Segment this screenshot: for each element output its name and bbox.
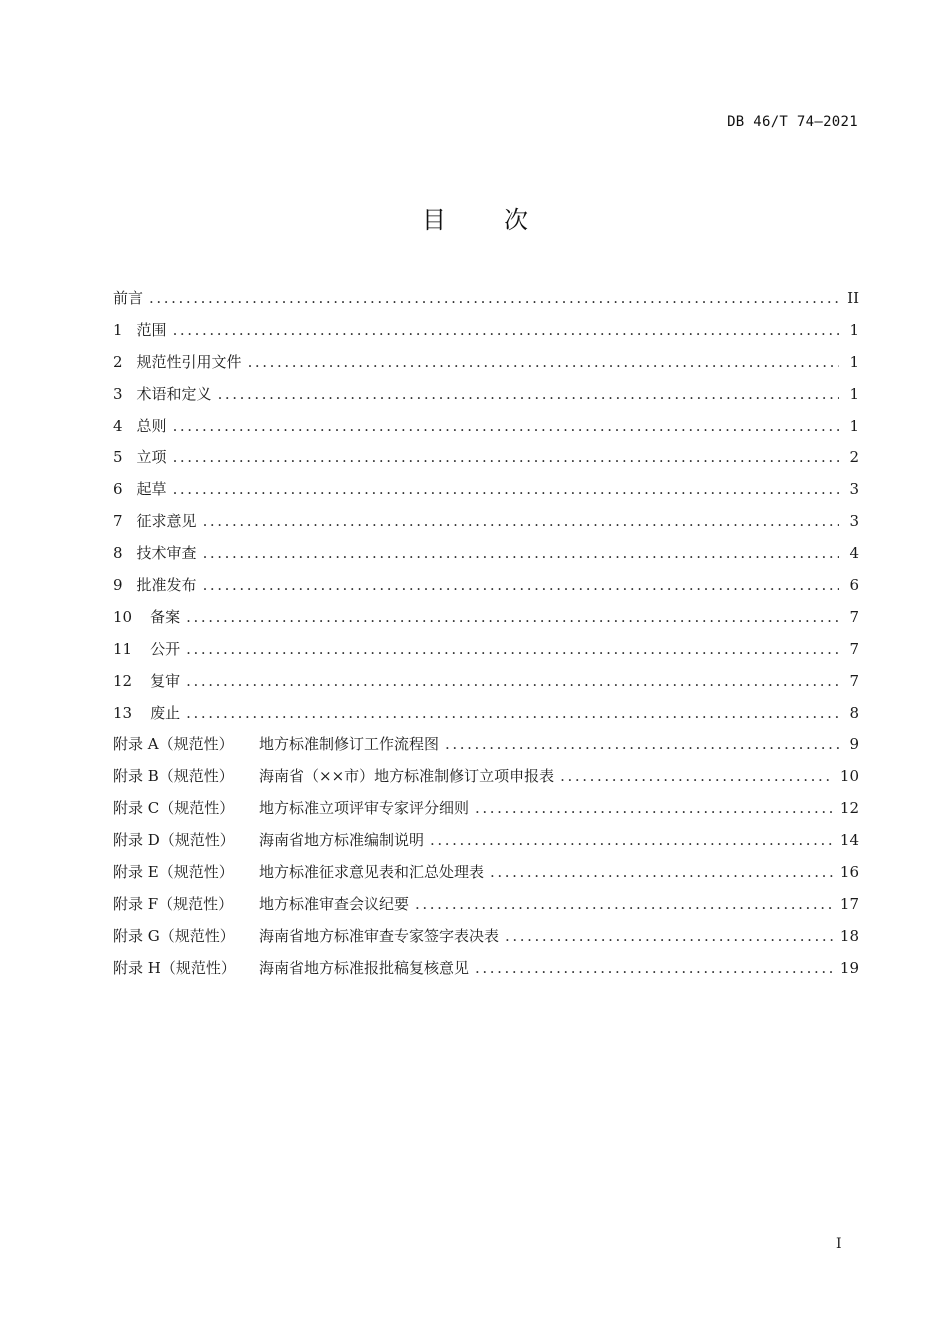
toc-entry-label: 总则 <box>136 416 167 435</box>
toc-entry-page: 17 <box>839 894 859 913</box>
toc-entry-appendix-g[interactable] <box>113 921 859 953</box>
toc-entry-label: 地方标准审查会议纪要 <box>259 894 410 913</box>
toc-dot-leader <box>218 379 839 411</box>
toc-dot-leader <box>415 889 834 921</box>
toc-entry-page: 1 <box>849 320 859 339</box>
toc-entry-6[interactable] <box>113 474 859 506</box>
toc-dot-leader <box>173 411 839 443</box>
toc-entry-number: 2 <box>113 352 123 371</box>
toc-entry-page: 1 <box>849 416 859 435</box>
toc-appendix-prefix: 附录 B（规范性） <box>113 767 234 786</box>
toc-dot-leader <box>430 825 834 857</box>
page-number: I <box>836 1236 842 1252</box>
toc-entry-label: 复审 <box>150 671 181 690</box>
toc-entry-appendix-b[interactable] <box>113 761 859 793</box>
toc-entry-label: 海南省地方标准审查专家签字表决表 <box>259 926 500 945</box>
toc-dot-leader <box>186 666 839 698</box>
toc-entry-page: 10 <box>839 767 859 786</box>
toc-entry-4[interactable] <box>113 411 859 443</box>
toc-entry-appendix-f[interactable] <box>113 889 859 921</box>
toc-appendix-prefix: 附录 H（规范性） <box>113 958 236 977</box>
toc-entry-page: 2 <box>849 448 859 467</box>
toc-entry-label: 海南省地方标准报批稿复核意见 <box>259 958 470 977</box>
toc-entry-11[interactable] <box>113 634 859 666</box>
toc-entry-number: 10 <box>113 607 133 626</box>
toc-entry-number: 7 <box>113 512 123 531</box>
toc-entry-page: 12 <box>839 799 859 818</box>
toc-entry-page: 7 <box>849 671 859 690</box>
toc-entry-appendix-h[interactable] <box>113 953 859 985</box>
toc-entry-9[interactable] <box>113 570 859 602</box>
toc-entry-number: 12 <box>113 671 133 690</box>
toc-entry-1[interactable] <box>113 315 859 347</box>
toc-dot-leader <box>186 634 839 666</box>
toc-entry-page: 3 <box>849 512 859 531</box>
toc-dot-leader <box>203 538 839 570</box>
toc-dot-leader <box>186 698 839 730</box>
toc-entry-page: 19 <box>839 958 859 977</box>
toc-entry-label: 范围 <box>136 320 167 339</box>
toc-entry-number: 3 <box>113 384 123 403</box>
toc-entry-number: 11 <box>113 639 133 658</box>
toc-entry-page: 6 <box>849 576 859 595</box>
toc-dot-leader <box>560 761 834 793</box>
toc-entry-page: 9 <box>849 735 859 754</box>
toc-dot-leader <box>173 474 839 506</box>
toc-entry-page: 8 <box>849 703 859 722</box>
toc-dot-leader <box>505 921 834 953</box>
toc-entry-8[interactable] <box>113 538 859 570</box>
toc-dot-leader <box>475 793 834 825</box>
toc-entry-page: 7 <box>849 639 859 658</box>
toc-entry-number: 4 <box>113 416 123 435</box>
toc-dot-leader <box>203 506 839 538</box>
toc-appendix-prefix: 附录 E（规范性） <box>113 863 234 882</box>
toc-appendix-prefix: 附录 D（规范性） <box>113 831 235 850</box>
toc-appendix-prefix: 附录 G（规范性） <box>113 926 235 945</box>
toc-dot-leader <box>186 602 839 634</box>
toc-entry-appendix-a[interactable] <box>113 729 859 761</box>
toc-entry-number: 1 <box>113 320 123 339</box>
toc-entry-page: 3 <box>849 480 859 499</box>
toc-entry-12[interactable] <box>113 666 859 698</box>
toc-dot-leader <box>248 347 839 379</box>
toc-entry-10[interactable] <box>113 602 859 634</box>
toc-entry-label: 起草 <box>136 480 167 499</box>
toc-dot-leader <box>173 315 839 347</box>
toc-dot-leader <box>173 442 839 474</box>
toc-entry-2[interactable] <box>113 347 859 379</box>
toc-entry-label: 前言 <box>113 289 144 307</box>
toc-entry-label: 批准发布 <box>136 576 197 595</box>
toc-dot-leader <box>490 857 834 889</box>
toc-entry-7[interactable] <box>113 506 859 538</box>
toc-entry-label: 备案 <box>150 607 181 626</box>
toc-entry-label: 公开 <box>150 639 181 658</box>
toc-appendix-prefix: 附录 C（规范性） <box>113 799 235 818</box>
toc-entry-label: 海南省（××市）地方标准制修订立项申报表 <box>259 767 555 786</box>
toc-entry-number: 8 <box>113 544 123 563</box>
toc-dot-leader <box>203 570 839 602</box>
toc-entry-page: 14 <box>839 831 859 850</box>
toc-entry-page: 18 <box>839 926 859 945</box>
toc-entry-number: 13 <box>113 703 133 722</box>
toc-entry-label: 征求意见 <box>136 512 197 531</box>
toc-entry-label: 技术审查 <box>136 544 197 563</box>
toc-entry-appendix-e[interactable] <box>113 857 859 889</box>
toc-entry-label: 立项 <box>136 448 167 467</box>
toc-entry-label: 地方标准制修订工作流程图 <box>259 735 440 754</box>
toc-entry-label: 地方标准征求意见表和汇总处理表 <box>259 863 485 882</box>
toc-entry-label: 地方标准立项评审专家评分细则 <box>259 799 470 818</box>
toc-dot-leader <box>445 729 839 761</box>
toc-entry-label: 规范性引用文件 <box>136 352 242 371</box>
toc-entry-number: 6 <box>113 480 123 499</box>
toc-entry-appendix-d[interactable] <box>113 825 859 857</box>
toc-entry-number: 9 <box>113 576 123 595</box>
toc-entry-3[interactable] <box>113 379 859 411</box>
toc-entry-page: 1 <box>849 352 859 371</box>
toc-entry-13[interactable] <box>113 698 859 730</box>
toc-dot-leader <box>149 283 839 315</box>
toc-entry-page: 1 <box>849 384 859 403</box>
table-of-contents <box>113 283 859 985</box>
toc-entry-page: II <box>847 289 859 307</box>
toc-entry-appendix-c[interactable] <box>113 793 859 825</box>
toc-entry-number: 5 <box>113 448 123 467</box>
toc-dot-leader <box>475 953 834 985</box>
toc-appendix-prefix: 附录 F（规范性） <box>113 894 234 913</box>
toc-title: 目次 <box>422 206 586 234</box>
toc-appendix-prefix: 附录 A（规范性） <box>113 735 234 754</box>
document-code: DB 46/T 74—2021 <box>727 114 858 130</box>
toc-entry-label: 术语和定义 <box>136 384 212 403</box>
toc-entry-page: 16 <box>839 863 859 882</box>
toc-entry-page: 4 <box>849 544 859 563</box>
toc-entry-5[interactable] <box>113 442 859 474</box>
toc-entry-label: 海南省地方标准编制说明 <box>259 831 425 850</box>
toc-entry-foreword[interactable] <box>113 283 859 315</box>
toc-entry-page: 7 <box>849 607 859 626</box>
toc-entry-label: 废止 <box>150 703 181 722</box>
